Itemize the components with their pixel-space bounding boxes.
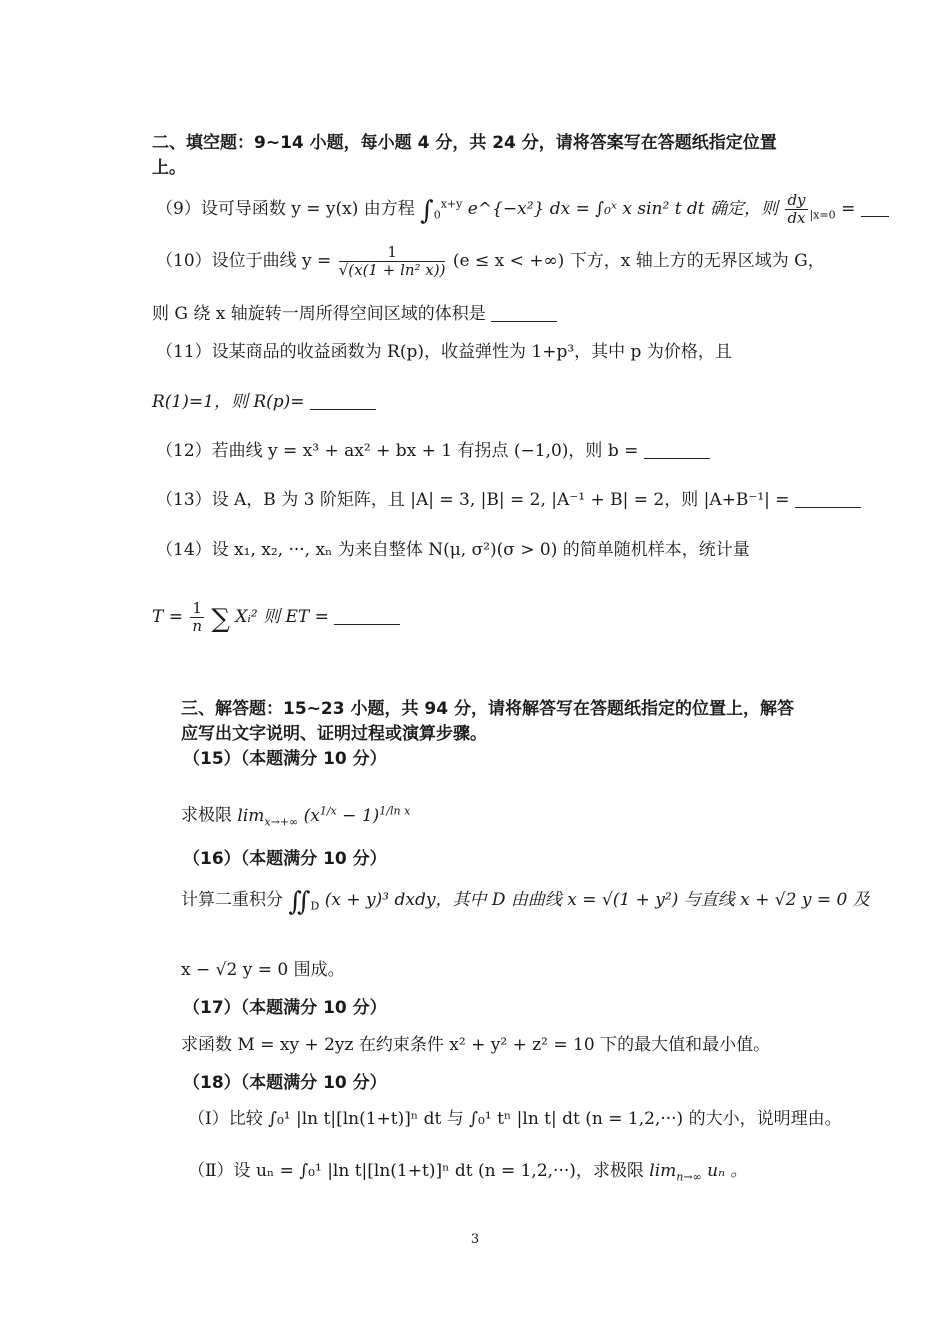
q10-frac-den: √(x(1 + ln² x)) xyxy=(338,261,446,279)
q10-fraction xyxy=(339,244,446,279)
answer-blank-11[interactable] xyxy=(310,391,376,410)
section3-header-line2: 应写出文字说明、证明过程或演算步骤。 xyxy=(181,724,487,744)
answer-blank-14[interactable] xyxy=(334,606,400,625)
q9-int-bounds: 0 xyxy=(433,208,441,222)
page-number: 3 xyxy=(470,1232,480,1247)
limit-operator: $\lim_{n\to\infty}$ xyxy=(649,1161,702,1184)
answer-blank-9[interactable] xyxy=(861,198,889,217)
answer-blank-12[interactable] xyxy=(644,440,710,459)
question-13 xyxy=(156,489,861,511)
question-16-line2: x − √2 y = 0 围成。 xyxy=(181,960,345,980)
integral-sign: ∫ xyxy=(420,196,434,226)
q10-line2-text: 则 G 绕 x 轴旋转一周所得空间区域的体积是 xyxy=(152,304,486,324)
question-11-line2 xyxy=(152,391,376,413)
q16-text-post: (x + y)³ dxdy，其中 D 由曲线 x = √(1 + y²) 与直线 x + √2 y = 0 及 xyxy=(324,890,870,910)
q10-text-pre: （10）设位于曲线 y = xyxy=(156,251,332,271)
q9-text-pre: （9）设可导函数 y = y(x) 由方程 xyxy=(156,199,415,219)
q16-region: D xyxy=(310,899,320,913)
q15-text: 求极限 xyxy=(181,805,232,826)
q10-text-post: (e ≤ x < +∞) 下方，x 轴上方的无界区域为 G， xyxy=(452,251,825,271)
limit-expression: $\lim_{x\to+\infty} (x^{1/x} - 1)^{1/ln x}$ xyxy=(237,804,411,829)
q14-line2-post: Xᵢ² 则 ET = xyxy=(235,607,329,627)
question-14-line1: （14）设 x₁, x₂, ···, xₙ 为来自整体 N(μ, σ²)(σ > 0) 的简单随机样本，统计量 xyxy=(156,540,750,560)
section2-header-line1: 二、填空题：9~14 小题，每小题 4 分，共 24 分，请将答案写在答题纸指定位置 xyxy=(152,133,777,153)
q18-part2-post: uₙ 。 xyxy=(707,1161,748,1181)
q16-text-pre: 计算二重积分 xyxy=(181,890,283,910)
question-10-line1 xyxy=(156,244,825,279)
q9-eval-at: |x=0 xyxy=(809,208,836,222)
q14-T: T = xyxy=(152,607,183,627)
question-10-line2 xyxy=(152,303,557,325)
answer-blank-13[interactable] xyxy=(795,489,861,508)
q13-text: （13）设 A，B 为 3 阶矩阵，且 |A| = 3, |B| = 2, |A⁻¹ + B| = 2，则 |A+B⁻¹| = xyxy=(156,490,790,510)
q9-equation: e^{−x²} dx = ∫₀ˣ x sin² t dt 确定，则 xyxy=(467,199,779,219)
summation-sign: ∑ xyxy=(211,604,230,634)
dy-dx-fraction: $\frac{dy}{dx}$ xyxy=(787,191,806,227)
q10-frac-num: 1 xyxy=(339,244,446,262)
section2-header-line2: 上。 xyxy=(152,158,186,178)
question-17-title: （17）（本题满分 10 分） xyxy=(183,998,387,1018)
question-17-body: 求函数 M = xy + 2yz 在约束条件 x² + y² + z² = 10 下的最大值和最小值。 xyxy=(181,1035,771,1055)
question-12 xyxy=(156,440,710,462)
q18-part2-pre: （Ⅱ）设 uₙ = ∫₀¹ |ln t|[ln(1+t)]ⁿ dt (n = 1,2,···)，求极限 xyxy=(188,1161,644,1181)
question-18-part1: （Ⅰ）比较 ∫₀¹ |ln t|[ln(1+t)]ⁿ dt 与 ∫₀¹ tⁿ |ln t| dt (n = 1,2,···) 的大小，说明理由。 xyxy=(188,1109,842,1129)
question-11-line1: （11）设某商品的收益函数为 R(p)，收益弹性为 1+p³，其中 p 为价格，且 xyxy=(156,342,732,362)
question-15-body xyxy=(181,800,410,833)
q12-text: （12）若曲线 y = x³ + ax² + bx + 1 有拐点 (−1,0)，则 b = xyxy=(156,441,639,461)
question-16-title: （16）（本题满分 10 分） xyxy=(183,849,387,869)
double-integral-sign: ∬ xyxy=(288,887,311,917)
question-18-part2 xyxy=(188,1160,747,1188)
question-14-line2 xyxy=(152,600,400,635)
q9-text-post: = xyxy=(841,199,856,219)
q11-line2-text: R(1)=1，则 R(p)= xyxy=(152,392,305,412)
question-16-line1 xyxy=(181,889,870,917)
section3-header-line1: 三、解答题：15~23 小题，共 94 分，请将解答写在答题纸指定的位置上，解答 xyxy=(181,699,794,719)
one-over-n-fraction: $\frac{1}{n}$ xyxy=(192,599,203,635)
question-18-title: （18）（本题满分 10 分） xyxy=(183,1073,387,1093)
q9-int-upper: x+y xyxy=(440,197,463,211)
question-15-title: （15）（本题满分 10 分） xyxy=(183,749,387,769)
answer-blank-10[interactable] xyxy=(491,303,557,322)
question-9 xyxy=(156,192,889,227)
